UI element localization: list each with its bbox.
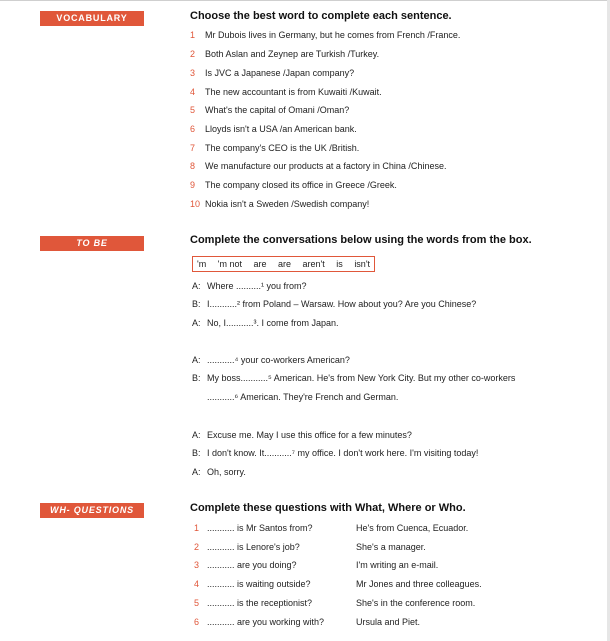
word-box-item: 'm not	[217, 259, 242, 269]
vocabulary-heading: Choose the best word to complete each sentence.	[190, 10, 452, 22]
wh-questions-heading: Complete these questions with What, Where or Who.	[190, 502, 466, 514]
wh-questions-label: WH- QUESTIONS	[40, 503, 144, 518]
to-be-heading: Complete the conversations below using the words from the box.	[190, 234, 532, 246]
word-box-item: aren't	[302, 259, 325, 269]
word-box-item: are	[278, 259, 292, 269]
word-box-item: is	[336, 259, 343, 269]
word-box-item: 'm	[197, 259, 207, 269]
page-top-rule	[0, 0, 610, 1]
word-box	[192, 256, 375, 272]
vocabulary-label: VOCABULARY	[40, 11, 144, 26]
word-box-item: isn't	[354, 259, 371, 269]
word-box-item: are	[253, 259, 267, 269]
to-be-label: TO BE	[40, 236, 144, 251]
